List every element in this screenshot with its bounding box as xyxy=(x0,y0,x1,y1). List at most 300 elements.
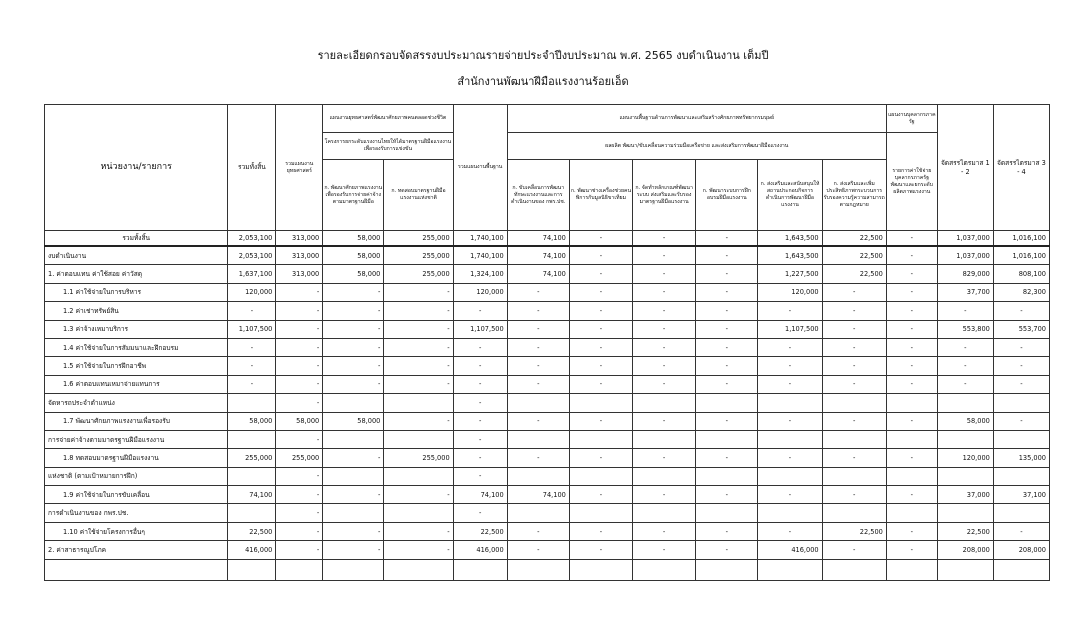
row-cell: - xyxy=(276,357,323,375)
empty-cell xyxy=(453,559,507,580)
row-cell: - xyxy=(696,541,758,559)
row-cell xyxy=(323,394,384,412)
table-row xyxy=(45,430,1050,448)
row-cell: 135,000 xyxy=(993,449,1049,467)
row-cell: 553,800 xyxy=(937,320,993,338)
row-cell: - xyxy=(507,375,569,393)
row-cell: - xyxy=(633,265,696,283)
empty-cell xyxy=(993,559,1049,580)
row-cell: - xyxy=(276,283,323,301)
row-cell: - xyxy=(758,522,822,540)
row-cell: - xyxy=(822,449,886,467)
row-cell: 1,740,100 xyxy=(453,246,507,265)
row-cell: - xyxy=(758,375,822,393)
row-cell: - xyxy=(758,449,822,467)
row-cell xyxy=(569,504,632,522)
row-label: 1.7 พัฒนาศักยภาพแรงงานเพื่อรองรับ xyxy=(45,412,228,430)
row-cell xyxy=(507,467,569,485)
row-cell: - xyxy=(569,412,632,430)
row-cell: 120,000 xyxy=(453,283,507,301)
row-cell xyxy=(993,394,1049,412)
row-cell: 255,000 xyxy=(384,246,453,265)
row-cell: 58,000 xyxy=(323,265,384,283)
header-basic-plan: แผนงานพื้นฐานด้านการพัฒนาและเสริมสร้างศักยภาพทรัพยากรมนุษย์ xyxy=(507,105,886,133)
row-cell: - xyxy=(569,283,632,301)
row-cell: - xyxy=(696,375,758,393)
row-cell xyxy=(886,394,937,412)
header-basic-c2: ก. พัฒนาช่างเครื่องช่วยคนพิการกับมูลนิธิขาเทียม xyxy=(569,160,632,231)
row-cell: - xyxy=(323,449,384,467)
row-cell xyxy=(696,504,758,522)
row-cell: - xyxy=(633,375,696,393)
row-cell: - xyxy=(569,302,632,320)
row-cell xyxy=(228,504,276,522)
row-cell: - xyxy=(276,467,323,485)
row-cell: - xyxy=(569,338,632,356)
row-cell: - xyxy=(228,338,276,356)
row-cell: - xyxy=(323,375,384,393)
empty-cell xyxy=(696,559,758,580)
row-cell: - xyxy=(453,467,507,485)
row-cell xyxy=(569,394,632,412)
row-cell xyxy=(886,467,937,485)
row-cell: 58,000 xyxy=(937,412,993,430)
row-cell: - xyxy=(633,541,696,559)
row-cell: - xyxy=(384,412,453,430)
row-cell: - xyxy=(633,357,696,375)
row-cell: - xyxy=(323,338,384,356)
row-cell: - xyxy=(507,449,569,467)
row-cell: - xyxy=(886,449,937,467)
header-strategic-b: ก. ทดสอบมาตรฐานฝีมือแรงงานแห่งชาติ xyxy=(384,160,453,231)
row-cell: 416,000 xyxy=(758,541,822,559)
row-cell: 74,100 xyxy=(507,246,569,265)
row-cell: 37,700 xyxy=(937,283,993,301)
row-cell xyxy=(993,467,1049,485)
row-cell: 22,500 xyxy=(822,265,886,283)
row-cell: - xyxy=(507,522,569,540)
table-row xyxy=(45,375,1050,393)
row-cell: 2,053,100 xyxy=(228,246,276,265)
row-cell: 313,000 xyxy=(276,231,323,247)
row-cell: - xyxy=(569,449,632,467)
table-row xyxy=(45,338,1050,356)
header-strategic-total: รวมแผนงานยุทธศาสตร์ xyxy=(276,105,323,231)
row-label: 1.4 ค่าใช้จ่ายในการสัมมนาและฝึกอบรม xyxy=(45,338,228,356)
row-cell: - xyxy=(937,338,993,356)
row-cell xyxy=(993,430,1049,448)
row-cell: - xyxy=(886,338,937,356)
row-cell: 120,000 xyxy=(758,283,822,301)
row-cell: - xyxy=(822,486,886,504)
row-cell: - xyxy=(758,357,822,375)
row-cell: - xyxy=(323,541,384,559)
row-cell: - xyxy=(569,246,632,265)
row-cell xyxy=(937,504,993,522)
row-cell: 82,300 xyxy=(993,283,1049,301)
row-cell xyxy=(507,504,569,522)
page-title: รายละเอียดกรอบจัดสรรงบประมาณรายจ่ายประจำปีงบประมาณ พ.ศ. 2565 งบดำเนินงาน เต็มปี xyxy=(317,49,769,62)
empty-cell xyxy=(758,559,822,580)
row-cell xyxy=(384,430,453,448)
empty-cell xyxy=(45,559,228,580)
row-cell: - xyxy=(696,338,758,356)
row-cell: 37,100 xyxy=(993,486,1049,504)
row-cell: - xyxy=(696,283,758,301)
row-cell: - xyxy=(886,265,937,283)
row-cell: - xyxy=(384,338,453,356)
row-cell: - xyxy=(384,320,453,338)
row-cell: - xyxy=(228,375,276,393)
row-cell: - xyxy=(886,357,937,375)
row-cell: 416,000 xyxy=(228,541,276,559)
row-cell: - xyxy=(276,338,323,356)
row-cell: - xyxy=(384,283,453,301)
table-row xyxy=(45,504,1050,522)
row-cell: - xyxy=(758,486,822,504)
empty-cell xyxy=(569,559,632,580)
row-cell: - xyxy=(276,394,323,412)
table-row xyxy=(45,467,1050,485)
row-cell: 37,000 xyxy=(937,486,993,504)
row-cell: - xyxy=(633,302,696,320)
row-cell: 1,740,100 xyxy=(453,231,507,247)
row-label: 2. ค่าสาธารณูปโภค xyxy=(45,541,228,559)
row-cell: - xyxy=(886,302,937,320)
row-label: 1.3 ค่าจ้างเหมาบริการ xyxy=(45,320,228,338)
header-basic-total: รวมแผนงานพื้นฐาน xyxy=(453,105,507,231)
header-q12: จัดสรรไตรมาส 1 - 2 xyxy=(937,105,993,231)
row-cell xyxy=(993,504,1049,522)
row-cell xyxy=(228,467,276,485)
header-basic-c5: ก. ส่งเสริมและสนับสนุนให้สถานประกอบกิจการดำเนินการพัฒนาฝีมือแรงงาน xyxy=(758,160,822,231)
row-label: 1.10 ค่าใช้จ่ายโครงการอื่นๆ xyxy=(45,522,228,540)
row-cell xyxy=(886,504,937,522)
table-row xyxy=(45,357,1050,375)
row-cell: - xyxy=(993,338,1049,356)
row-cell: 255,000 xyxy=(228,449,276,467)
row-cell: 808,100 xyxy=(993,265,1049,283)
row-cell xyxy=(822,430,886,448)
row-cell: - xyxy=(822,357,886,375)
row-cell: - xyxy=(822,412,886,430)
page-subtitle: สำนักงานพัฒนาฝีมือแรงงานร้อยเอ็ด xyxy=(457,75,629,88)
row-cell xyxy=(696,430,758,448)
row-cell: 58,000 xyxy=(276,412,323,430)
row-cell: 22,500 xyxy=(822,522,886,540)
row-cell: 1,107,500 xyxy=(453,320,507,338)
table-row xyxy=(45,265,1050,283)
empty-cell xyxy=(886,559,937,580)
row-cell: - xyxy=(453,375,507,393)
row-cell: - xyxy=(822,541,886,559)
row-cell xyxy=(228,430,276,448)
row-cell: - xyxy=(696,320,758,338)
table-row xyxy=(45,320,1050,338)
row-label: 1. ค่าตอบแทน ค่าใช้สอย ค่าวัสดุ xyxy=(45,265,228,283)
row-cell: 1,643,500 xyxy=(758,246,822,265)
empty-row xyxy=(45,559,1050,580)
header-basic-c4: ก. พัฒนาระบบการฝึกอบรมฝีมือแรงงาน xyxy=(696,160,758,231)
row-cell xyxy=(822,394,886,412)
row-cell: - xyxy=(453,357,507,375)
row-cell xyxy=(937,467,993,485)
row-cell xyxy=(937,430,993,448)
row-cell: - xyxy=(507,357,569,375)
row-cell: - xyxy=(384,541,453,559)
table-row xyxy=(45,231,1050,247)
header-basic-c3: ก. จัดทำหลักเกณฑ์พัฒนาระบบ ส่งเสริมและรับรองมาตรฐานฝีมือแรงงาน xyxy=(633,160,696,231)
row-cell: - xyxy=(937,357,993,375)
row-cell: - xyxy=(886,246,937,265)
row-cell: - xyxy=(453,302,507,320)
table-row xyxy=(45,283,1050,301)
empty-cell xyxy=(822,559,886,580)
row-cell: 74,100 xyxy=(453,486,507,504)
row-label: 1.1 ค่าใช้จ่ายในการบริหาร xyxy=(45,283,228,301)
row-cell: - xyxy=(384,486,453,504)
row-cell: 74,100 xyxy=(507,231,569,247)
row-cell: - xyxy=(569,320,632,338)
row-cell: - xyxy=(822,302,886,320)
row-label: 1.6 ค่าตอบแทนเหมาจ่ายแทนการ xyxy=(45,375,228,393)
row-cell: - xyxy=(384,302,453,320)
row-cell: 1,107,500 xyxy=(758,320,822,338)
row-cell: 120,000 xyxy=(937,449,993,467)
row-cell xyxy=(822,504,886,522)
row-cell: - xyxy=(569,522,632,540)
row-cell: - xyxy=(886,541,937,559)
row-cell: - xyxy=(937,302,993,320)
row-cell: - xyxy=(276,320,323,338)
row-cell: - xyxy=(696,302,758,320)
row-cell: - xyxy=(696,412,758,430)
row-cell: - xyxy=(633,412,696,430)
row-cell: - xyxy=(569,375,632,393)
budget-table xyxy=(44,104,1050,581)
row-label: แห่งชาติ (ตามเป้าหมายการฝึก) xyxy=(45,467,228,485)
row-cell: - xyxy=(633,486,696,504)
row-cell: 1,643,500 xyxy=(758,231,822,247)
row-cell xyxy=(633,394,696,412)
row-cell: - xyxy=(507,541,569,559)
row-cell: - xyxy=(886,231,937,247)
row-cell: - xyxy=(276,541,323,559)
row-cell: - xyxy=(569,231,632,247)
empty-cell xyxy=(323,559,384,580)
row-cell: - xyxy=(384,522,453,540)
header-strategic-project: โครงการยกระดับแรงงานไทยให้ได้มาตรฐานฝีมือแรงงานเพื่อรองรับการแข่งขัน xyxy=(323,133,453,160)
row-cell: - xyxy=(633,449,696,467)
table-row xyxy=(45,394,1050,412)
row-cell: - xyxy=(453,430,507,448)
row-cell: - xyxy=(696,486,758,504)
row-cell: 1,637,100 xyxy=(228,265,276,283)
row-cell: - xyxy=(886,486,937,504)
row-cell: 58,000 xyxy=(323,246,384,265)
row-cell: - xyxy=(633,320,696,338)
row-cell xyxy=(569,430,632,448)
row-cell: - xyxy=(822,338,886,356)
empty-cell xyxy=(937,559,993,580)
row-cell: - xyxy=(822,283,886,301)
row-cell xyxy=(507,430,569,448)
row-cell: - xyxy=(569,265,632,283)
row-cell: 120,000 xyxy=(228,283,276,301)
row-cell: - xyxy=(453,338,507,356)
table-body xyxy=(45,231,1050,581)
row-cell: - xyxy=(228,357,276,375)
header-unit: หน่วยงาน/รายการ xyxy=(45,105,228,231)
row-cell xyxy=(633,504,696,522)
row-cell: 1,227,500 xyxy=(758,265,822,283)
header-basic-c6: ก. ส่งเสริมและเพิ่มประสิทธิภาพกระบวนการรับรองความรู้ความสามารถตามกฎหมาย xyxy=(822,160,886,231)
row-cell: - xyxy=(696,449,758,467)
row-cell: - xyxy=(507,412,569,430)
row-label: 1.8 ทดสอบมาตรฐานฝีมือแรงงาน xyxy=(45,449,228,467)
row-cell: - xyxy=(993,522,1049,540)
row-cell: - xyxy=(822,375,886,393)
table-row xyxy=(45,449,1050,467)
row-cell: - xyxy=(993,375,1049,393)
row-cell: 1,324,100 xyxy=(453,265,507,283)
row-cell: - xyxy=(323,283,384,301)
row-cell xyxy=(822,467,886,485)
row-cell: 22,500 xyxy=(937,522,993,540)
row-cell: - xyxy=(453,394,507,412)
row-cell: - xyxy=(633,246,696,265)
row-cell: - xyxy=(323,522,384,540)
row-cell: - xyxy=(633,522,696,540)
row-cell xyxy=(758,394,822,412)
row-cell: - xyxy=(569,357,632,375)
row-cell: - xyxy=(993,302,1049,320)
empty-cell xyxy=(384,559,453,580)
row-cell: 1,016,100 xyxy=(993,246,1049,265)
header-personnel-item: รายการค่าใช้จ่ายบุคลากรภาครัฐพัฒนาและยกระดับผลิตภาพแรงงาน xyxy=(886,133,937,231)
row-cell xyxy=(633,467,696,485)
row-cell: - xyxy=(937,375,993,393)
row-cell: 208,000 xyxy=(993,541,1049,559)
row-cell xyxy=(758,467,822,485)
row-cell: 553,700 xyxy=(993,320,1049,338)
row-cell: - xyxy=(507,338,569,356)
row-cell: - xyxy=(569,541,632,559)
row-cell: - xyxy=(323,486,384,504)
row-cell xyxy=(886,430,937,448)
row-cell: 22,500 xyxy=(228,522,276,540)
row-cell xyxy=(696,467,758,485)
row-cell: 255,000 xyxy=(276,449,323,467)
row-cell: - xyxy=(886,375,937,393)
header-strategic-a: ก. พัฒนาศักยภาพแรงงานเพื่อรองรับการจ่ายค่าจ้างตามมาตรฐานฝีมือ xyxy=(323,160,384,231)
row-cell: - xyxy=(758,302,822,320)
row-cell xyxy=(507,394,569,412)
row-cell: 1,107,500 xyxy=(228,320,276,338)
header-basic-output: ผลผลิต พัฒนา/ขับเคลื่อนความร่วมมือเครือข่าย และส่งเสริมการพัฒนาฝีมือแรงงาน xyxy=(507,133,886,160)
header-strategic-plan: แผนงานยุทธศาสตร์พัฒนาศักยภาพคนตลอดช่วงชีวิต xyxy=(323,105,453,133)
row-cell: 58,000 xyxy=(228,412,276,430)
row-cell: 2,053,100 xyxy=(228,231,276,247)
row-cell: - xyxy=(507,283,569,301)
row-label: การจ่ายค่าจ้างตามมาตรฐานฝีมือแรงงาน xyxy=(45,430,228,448)
header-total: รวมทั้งสิ้น xyxy=(228,105,276,231)
row-cell: - xyxy=(276,430,323,448)
row-cell: 1,037,000 xyxy=(937,231,993,247)
row-cell: - xyxy=(384,357,453,375)
row-cell xyxy=(569,467,632,485)
row-cell: - xyxy=(276,302,323,320)
row-label: 1.9 ค่าใช้จ่ายในการขับเคลื่อน xyxy=(45,486,228,504)
row-label: จัดหารถประจำตำแหน่ง xyxy=(45,394,228,412)
row-cell: - xyxy=(696,522,758,540)
row-cell: - xyxy=(384,375,453,393)
row-cell: 1,016,100 xyxy=(993,231,1049,247)
row-cell: - xyxy=(993,412,1049,430)
row-cell: - xyxy=(228,302,276,320)
row-cell: 313,000 xyxy=(276,246,323,265)
header-basic-c1: ก. ขับเคลื่อนการพัฒนาทักษะแรงงานและการดำเนินงานของ กพร.ปช. xyxy=(507,160,569,231)
table-row xyxy=(45,246,1050,265)
row-cell: - xyxy=(323,357,384,375)
row-label: งบดำเนินงาน xyxy=(45,246,228,265)
table-row xyxy=(45,541,1050,559)
row-cell: - xyxy=(696,265,758,283)
row-cell: - xyxy=(569,486,632,504)
row-cell: 58,000 xyxy=(323,412,384,430)
row-label: รวมทั้งสิ้น xyxy=(45,231,228,247)
header-personnel-plan: แผนงานบุคลากรภาครัฐ xyxy=(886,105,937,133)
row-cell: 74,100 xyxy=(507,265,569,283)
row-label: 1.5 ค่าใช้จ่ายในการฝึกอาชีพ xyxy=(45,357,228,375)
row-cell: - xyxy=(276,522,323,540)
empty-cell xyxy=(228,559,276,580)
row-cell: - xyxy=(886,320,937,338)
row-cell: - xyxy=(696,246,758,265)
empty-cell xyxy=(507,559,569,580)
row-cell: - xyxy=(276,375,323,393)
row-cell: - xyxy=(886,522,937,540)
row-cell: 255,000 xyxy=(384,265,453,283)
row-cell: - xyxy=(758,338,822,356)
row-cell: - xyxy=(453,504,507,522)
row-cell: - xyxy=(822,320,886,338)
row-cell: 58,000 xyxy=(323,231,384,247)
row-cell xyxy=(323,467,384,485)
table-row xyxy=(45,486,1050,504)
row-cell: - xyxy=(276,486,323,504)
row-cell xyxy=(696,394,758,412)
row-cell: - xyxy=(696,357,758,375)
row-cell: 74,100 xyxy=(228,486,276,504)
row-cell: 22,500 xyxy=(453,522,507,540)
empty-cell xyxy=(276,559,323,580)
row-cell xyxy=(384,394,453,412)
row-cell: - xyxy=(993,357,1049,375)
row-cell xyxy=(323,504,384,522)
row-cell xyxy=(384,467,453,485)
row-cell: - xyxy=(323,320,384,338)
row-cell: 1,037,000 xyxy=(937,246,993,265)
row-cell: 313,000 xyxy=(276,265,323,283)
row-cell: - xyxy=(633,231,696,247)
row-cell xyxy=(384,504,453,522)
row-cell: - xyxy=(453,412,507,430)
table-row xyxy=(45,412,1050,430)
row-label: การดำเนินงานของ กพร.ปช. xyxy=(45,504,228,522)
row-cell xyxy=(937,394,993,412)
row-cell: - xyxy=(453,449,507,467)
